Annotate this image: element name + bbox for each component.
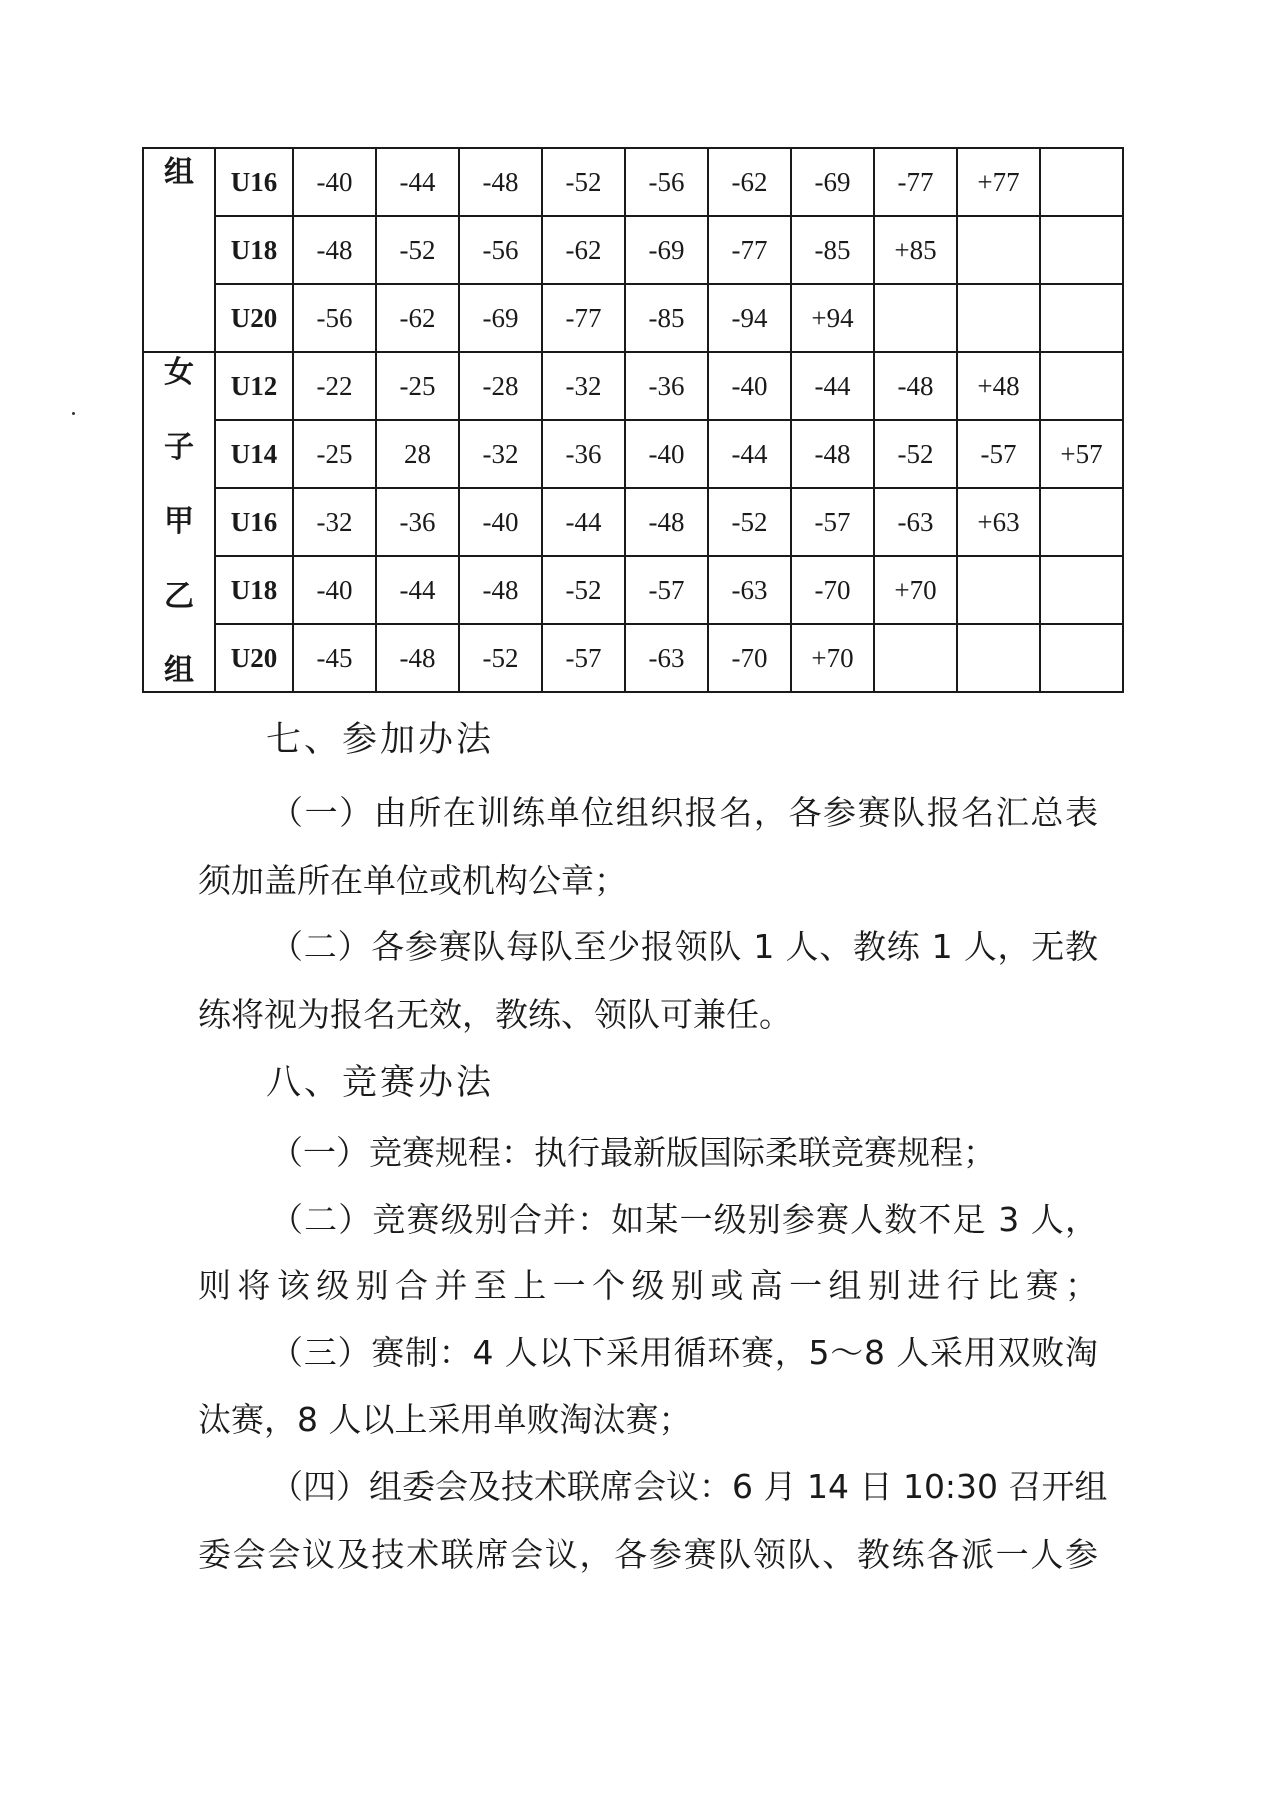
- weight-cell: -44: [376, 556, 459, 624]
- weight-cell: -57: [791, 488, 874, 556]
- weight-cell: -48: [791, 420, 874, 488]
- weight-cell: -44: [708, 420, 791, 488]
- weight-cell: -69: [459, 284, 542, 352]
- paragraph-line: （三）赛制：4 人以下采用循环赛，5～8 人采用双败淘: [270, 1333, 1098, 1372]
- weight-cell: -85: [625, 284, 708, 352]
- paragraph-line: （二）各参赛队每队至少报领队 1 人、教练 1 人，无教: [270, 927, 1098, 966]
- group-cell-girls: [143, 352, 215, 692]
- group-label-char: 女: [164, 355, 194, 390]
- weight-cell: [1040, 352, 1123, 420]
- paragraph-line: 须加盖所在单位或机构公章；: [198, 861, 627, 900]
- paragraph-line: 则将该级别合并至上一个级别或高一组别进行比赛；: [198, 1266, 1098, 1305]
- weight-cell: [1040, 216, 1123, 284]
- weight-cell: [874, 624, 957, 692]
- age-cell: U20: [215, 284, 293, 352]
- weight-cell: -44: [376, 148, 459, 216]
- table-row: [143, 624, 1123, 692]
- weight-cell: -52: [459, 624, 542, 692]
- weight-cell: [957, 284, 1040, 352]
- weight-cell: -44: [791, 352, 874, 420]
- paragraph-line: 委会会议及技术联席会议，各参赛队领队、教练各派一人参: [198, 1535, 1098, 1574]
- weight-cell: +94: [791, 284, 874, 352]
- weight-cell: -52: [708, 488, 791, 556]
- weight-cell: -32: [542, 352, 625, 420]
- group-label-char: 组: [164, 155, 194, 190]
- age-cell: U18: [215, 216, 293, 284]
- weight-cell: [1040, 556, 1123, 624]
- weight-cell: -44: [542, 488, 625, 556]
- group-label-char: 子: [164, 429, 194, 465]
- group-label-char: 甲: [164, 504, 194, 539]
- weight-cell: -32: [459, 420, 542, 488]
- table-row: [143, 352, 1123, 420]
- weight-cell: -57: [542, 624, 625, 692]
- paragraph-line: （一）由所在训练单位组织报名，各参赛队报名汇总表: [270, 793, 1098, 832]
- weight-cell: -94: [708, 284, 791, 352]
- weight-cell: -40: [293, 556, 376, 624]
- weight-cell: -36: [542, 420, 625, 488]
- weight-cell: +70: [791, 624, 874, 692]
- weight-cell: -62: [708, 148, 791, 216]
- weight-cell: +85: [874, 216, 957, 284]
- weight-cell: [957, 216, 1040, 284]
- weight-cell: -45: [293, 624, 376, 692]
- weight-cell: -52: [542, 556, 625, 624]
- section-7-heading: 七、参加办法: [266, 720, 495, 760]
- group-label-char: 组: [164, 653, 194, 688]
- weight-cell: -40: [708, 352, 791, 420]
- weight-cell: [957, 624, 1040, 692]
- weight-cell: -22: [293, 352, 376, 420]
- weight-cell: -56: [625, 148, 708, 216]
- weight-cell: -56: [293, 284, 376, 352]
- weight-cell: -40: [625, 420, 708, 488]
- weight-cell: -52: [542, 148, 625, 216]
- weight-cell: -36: [625, 352, 708, 420]
- weight-cell: [1040, 148, 1123, 216]
- weight-cell: -32: [293, 488, 376, 556]
- weight-cell: -52: [874, 420, 957, 488]
- table-row: [143, 284, 1123, 352]
- weight-cell: +63: [957, 488, 1040, 556]
- weight-cell: -77: [708, 216, 791, 284]
- weight-cell: -40: [293, 148, 376, 216]
- weight-cell: -63: [625, 624, 708, 692]
- paragraph-line: （四）组委会及技术联席会议：6 月 14 日 10:30 召开组: [270, 1467, 1108, 1506]
- paragraph-line: 练将视为报名无效，教练、领队可兼任。: [198, 995, 792, 1034]
- weight-cell: -77: [542, 284, 625, 352]
- paragraph-line: （一）竞赛规程：执行最新版国际柔联竞赛规程；: [270, 1133, 996, 1172]
- weight-cell: +48: [957, 352, 1040, 420]
- scan-speck: [72, 412, 75, 415]
- age-cell: U18: [215, 556, 293, 624]
- weight-cell: -57: [957, 420, 1040, 488]
- weight-cell: -85: [791, 216, 874, 284]
- group-cell-boys: [143, 148, 215, 352]
- weight-cell: -25: [376, 352, 459, 420]
- weight-cell: -48: [376, 624, 459, 692]
- age-cell: U16: [215, 148, 293, 216]
- age-cell: U20: [215, 624, 293, 692]
- weight-cell: -69: [625, 216, 708, 284]
- weight-cell: [1040, 284, 1123, 352]
- weight-cell: +70: [874, 556, 957, 624]
- weight-cell: +77: [957, 148, 1040, 216]
- weight-cell: -62: [376, 284, 459, 352]
- weight-cell: -48: [625, 488, 708, 556]
- weight-cell: -48: [874, 352, 957, 420]
- weight-cell: [1040, 488, 1123, 556]
- paragraph-line: （二）竞赛级别合并：如某一级别参赛人数不足 3 人，: [270, 1200, 1098, 1239]
- weight-cell: [957, 556, 1040, 624]
- weight-cell: -57: [625, 556, 708, 624]
- weight-cell: -77: [874, 148, 957, 216]
- weight-cell: -25: [293, 420, 376, 488]
- weight-cell: -36: [376, 488, 459, 556]
- weight-cell: -56: [459, 216, 542, 284]
- weight-cell: -40: [459, 488, 542, 556]
- weight-cell: -70: [791, 556, 874, 624]
- weight-cell: -28: [459, 352, 542, 420]
- table-row: [143, 556, 1123, 624]
- age-cell: U16: [215, 488, 293, 556]
- age-cell: U12: [215, 352, 293, 420]
- table-row: [143, 488, 1123, 556]
- weight-cell: 28: [376, 420, 459, 488]
- weight-cell: [874, 284, 957, 352]
- weight-class-table: [142, 147, 1124, 693]
- weight-cell: -63: [708, 556, 791, 624]
- table-row: [143, 148, 1123, 216]
- weight-cell: -48: [459, 148, 542, 216]
- weight-cell: +57: [1040, 420, 1123, 488]
- weight-cell: -63: [874, 488, 957, 556]
- weight-cell: -62: [542, 216, 625, 284]
- weight-cell: -48: [293, 216, 376, 284]
- weight-cell: -52: [376, 216, 459, 284]
- weight-cell: [1040, 624, 1123, 692]
- paragraph-line: 汰赛，8 人以上采用单败淘汰赛；: [198, 1400, 692, 1439]
- weight-cell: -69: [791, 148, 874, 216]
- group-label-char: 乙: [164, 578, 194, 614]
- section-8-heading: 八、竞赛办法: [266, 1063, 495, 1103]
- table-row: [143, 216, 1123, 284]
- age-cell: U14: [215, 420, 293, 488]
- table-row: [143, 420, 1123, 488]
- weight-cell: -48: [459, 556, 542, 624]
- weight-cell: -70: [708, 624, 791, 692]
